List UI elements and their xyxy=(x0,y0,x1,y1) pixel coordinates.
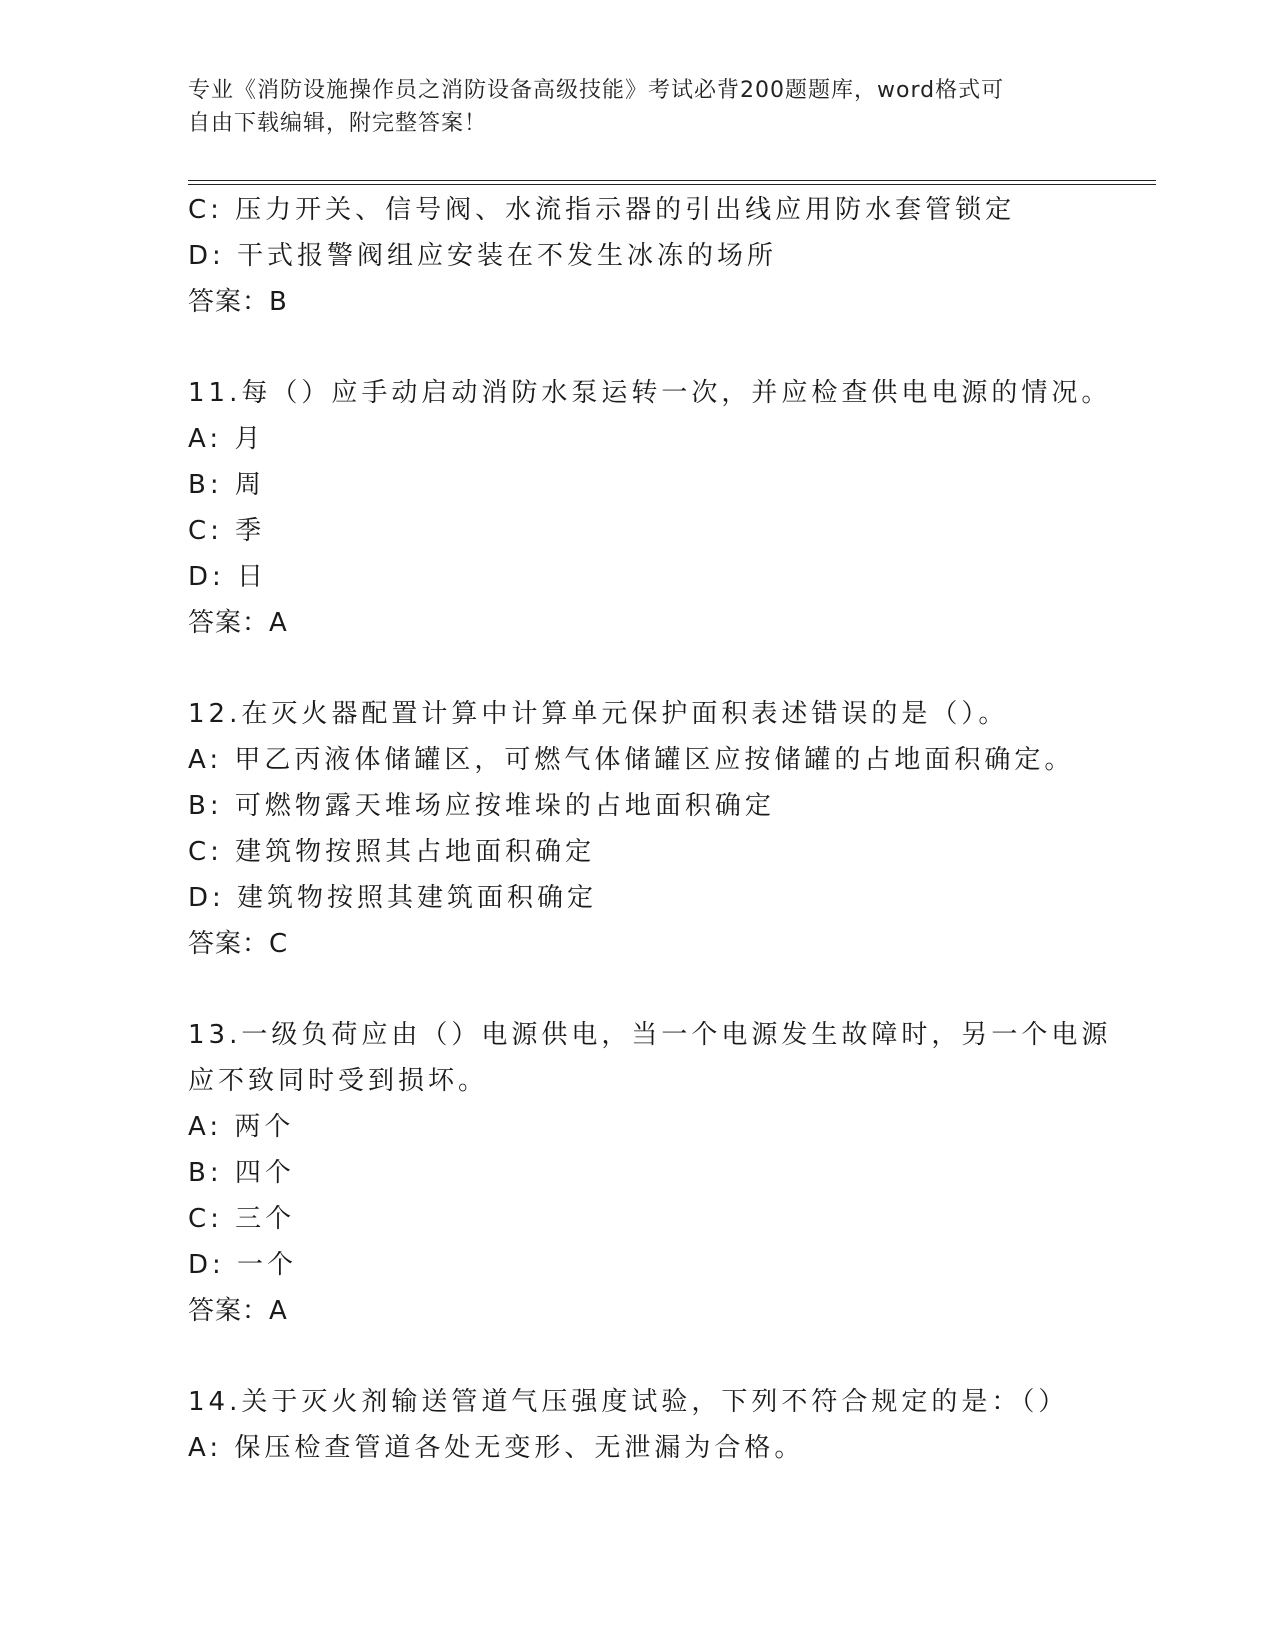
question-13 xyxy=(188,1012,1148,1334)
answer: 答案：B xyxy=(188,287,288,317)
option-d: D: 一个 xyxy=(188,1250,298,1280)
header-line-2: 自由下载编辑，附完整答案！ xyxy=(188,111,488,136)
question-text: 12.在灭火器配置计算中计算单元保护面积表述错误的是（）。 xyxy=(188,699,1009,729)
answer: 答案：C xyxy=(188,929,289,959)
page-header xyxy=(188,74,1088,140)
option-a: A: 甲乙丙液体储罐区，可燃气体储罐区应按储罐的占地面积确定。 xyxy=(188,745,1075,775)
header-divider xyxy=(188,180,1156,185)
question-11 xyxy=(188,370,1148,646)
option-c: C: 建筑物按照其占地面积确定 xyxy=(188,837,596,867)
answer: 答案：A xyxy=(188,608,288,638)
option-a: A: 保压检查管道各处无变形、无泄漏为合格。 xyxy=(188,1433,805,1463)
question-list xyxy=(188,187,1148,1471)
question-text: 14.关于灭火剂输送管道气压强度试验，下列不符合规定的是：（） xyxy=(188,1387,1069,1417)
question-text: 11.每（）应手动启动消防水泵运转一次，并应检查供电电源的情况。 xyxy=(188,378,1112,408)
question-text-line-1: 13.一级负荷应由（）电源供电，当一个电源发生故障时，另一个电源 xyxy=(188,1020,1112,1050)
option-b: B: 可燃物露天堆场应按堆垛的占地面积确定 xyxy=(188,791,775,821)
option-b: B: 四个 xyxy=(188,1158,295,1188)
option-d: D: 建筑物按照其建筑面积确定 xyxy=(188,883,598,913)
option-c: C: 三个 xyxy=(188,1204,296,1234)
question-12 xyxy=(188,691,1148,967)
header-line-1: 专业《消防设施操作员之消防设备高级技能》考试必背200题题库，word格式可 xyxy=(188,78,1005,103)
option-b: B: 周 xyxy=(188,470,265,500)
option-c: C: 季 xyxy=(188,516,266,546)
answer: 答案：A xyxy=(188,1296,288,1326)
question-14 xyxy=(188,1379,1148,1471)
option-c: C: 压力开关、信号阀、水流指示器的引出线应用防水套管锁定 xyxy=(188,195,1016,225)
question-text-line-2: 应不致同时受到损坏。 xyxy=(188,1066,489,1096)
option-a: A: 月 xyxy=(188,424,265,454)
option-d: D: 日 xyxy=(188,562,268,592)
question-10 xyxy=(188,187,1148,325)
option-d: D: 干式报警阀组应安装在不发生冰冻的场所 xyxy=(188,241,778,271)
option-a: A: 两个 xyxy=(188,1112,295,1142)
